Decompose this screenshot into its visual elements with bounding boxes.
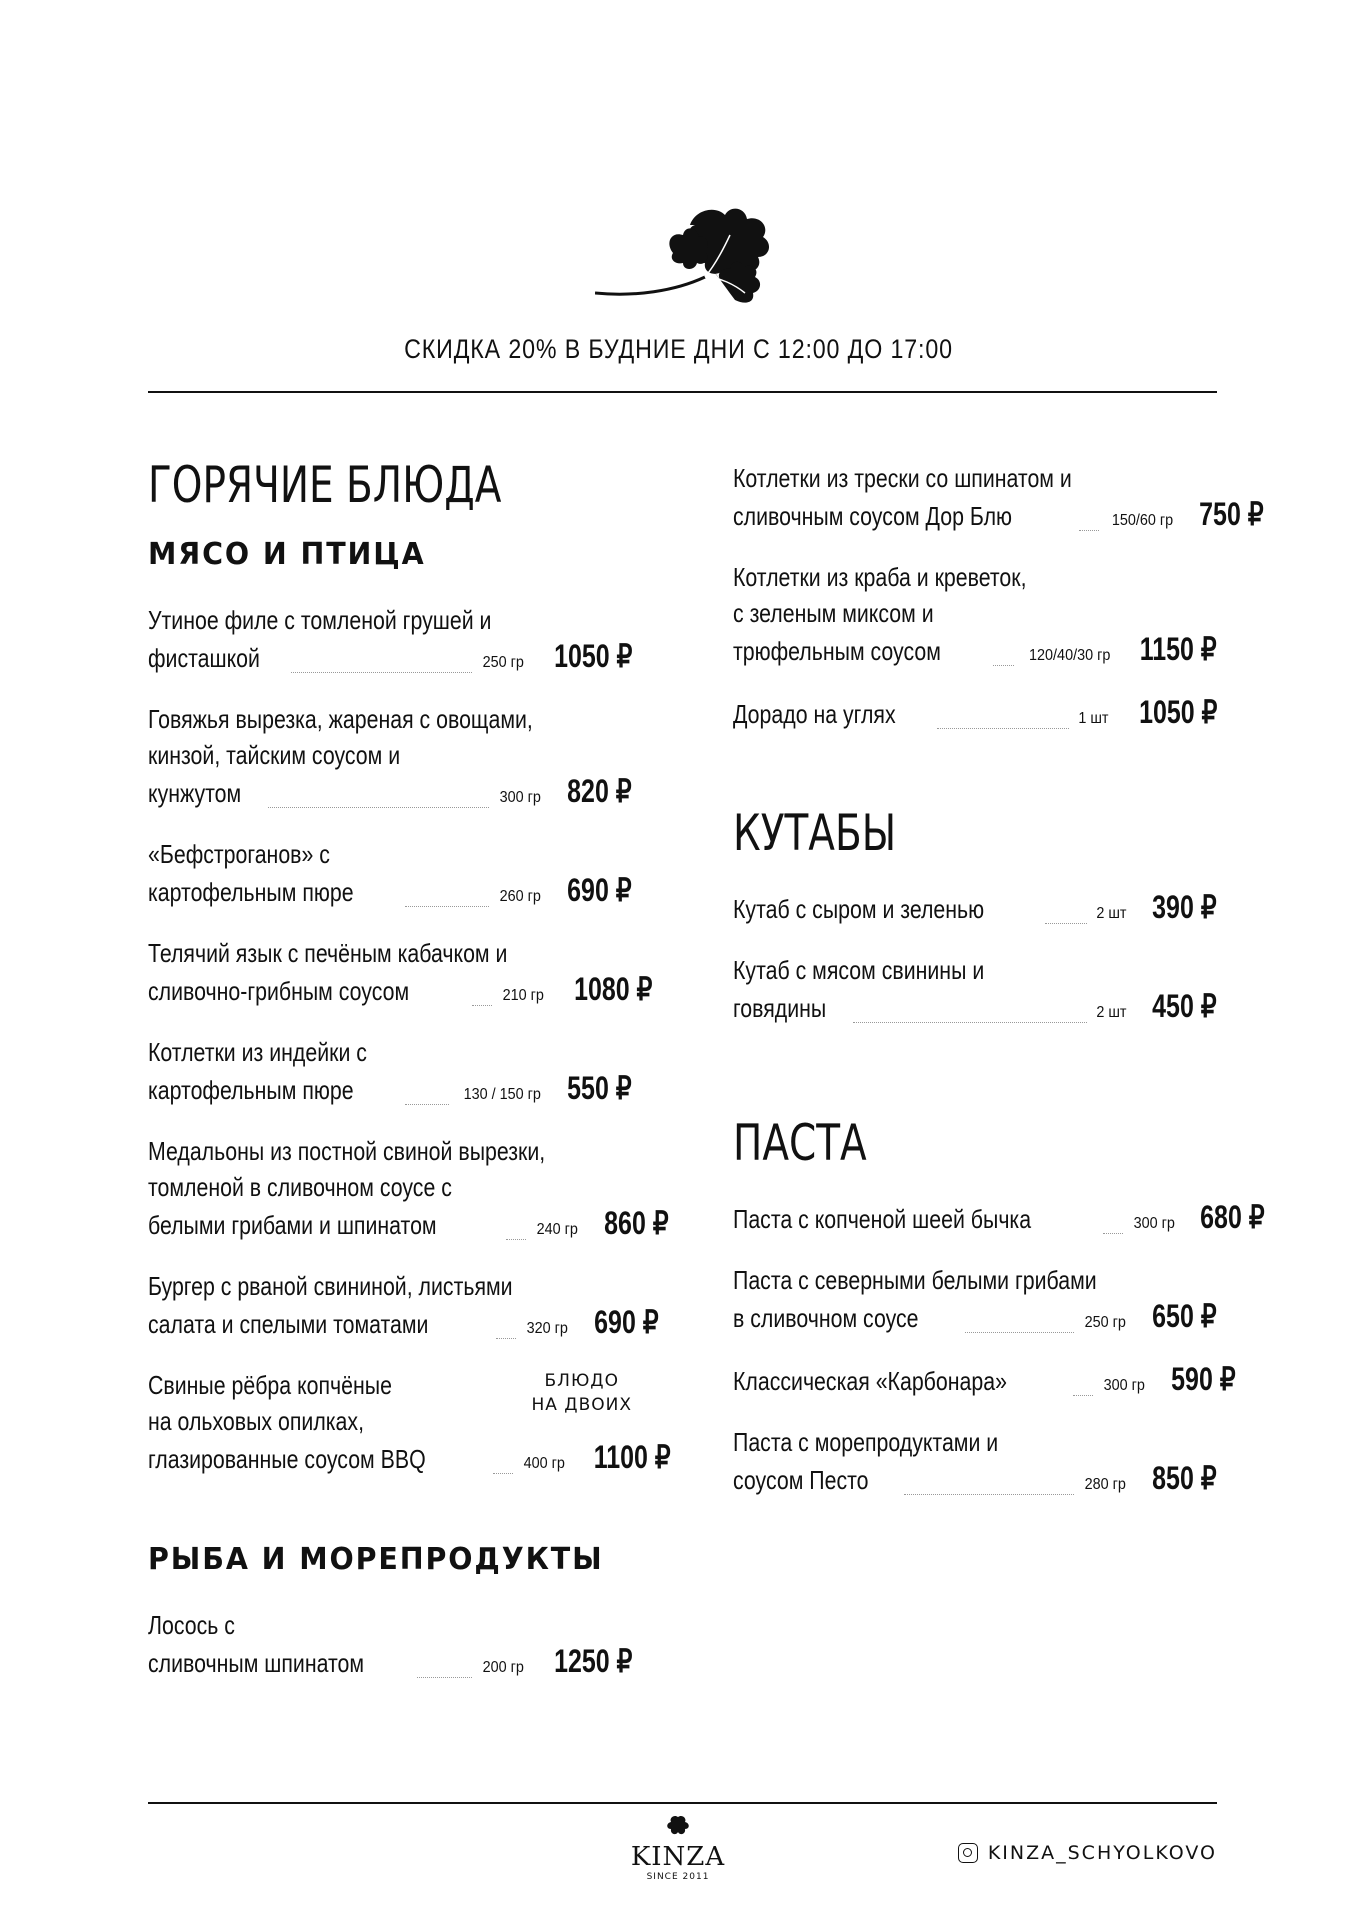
- menu-item-name-last: картофельным пюре: [148, 877, 354, 907]
- menu-item-name-last: Классическая «Карбонара»: [733, 1366, 1007, 1396]
- menu-item-price: 860 ₽: [603, 1205, 669, 1241]
- menu-item-weight: 260 гр: [500, 888, 542, 905]
- menu-item: [148, 1034, 632, 1113]
- menu-item-note: [531, 1369, 632, 1417]
- menu-item-name-line: Котлетки из краба и креветок,: [733, 562, 1027, 592]
- pasta-list: [733, 1199, 1266, 1503]
- menu-item-name-line: Свиные рёбра копчёные: [148, 1370, 392, 1400]
- menu-item-price: 850 ₽: [1152, 1460, 1217, 1496]
- footer-logo: [628, 1815, 728, 1882]
- menu-item-name-last: сливочным соусом Дор Блю: [733, 501, 1013, 531]
- dot-leader: [853, 1021, 1087, 1023]
- menu-item-name-line: с зеленым миксом и: [733, 598, 934, 628]
- menu-item-weight: 120/40/30 гр: [1029, 647, 1111, 664]
- menu-item-name-last: говядины: [733, 993, 827, 1023]
- dot-leader: [496, 1337, 516, 1339]
- menu-item-name-last: сливочно-грибным соусом: [148, 976, 410, 1006]
- dot-leader: [472, 1004, 492, 1006]
- menu-item-name-line: кинзой, тайским соусом и: [148, 740, 401, 770]
- menu-item-name-line: Лосось с: [148, 1610, 235, 1640]
- subsection-title-meat: МЯСО И ПТИЦА: [148, 537, 426, 572]
- menu-item-name-last: картофельным пюре: [148, 1075, 354, 1105]
- menu-item-name-last: кунжутом: [148, 778, 242, 808]
- menu-item-price: 590 ₽: [1171, 1361, 1236, 1397]
- right-column: [733, 460, 1266, 1503]
- menu-item-name-last: салата и спелыми томатами: [148, 1309, 429, 1339]
- menu-item-weight: 1 шт: [1078, 710, 1109, 727]
- menu-item-weight: 300 гр: [500, 789, 542, 806]
- menu-item: [148, 1268, 659, 1347]
- dot-leader: [405, 1103, 450, 1105]
- section-title-pasta: ПАСТА: [733, 1114, 867, 1172]
- bottom-divider: [148, 1802, 1217, 1804]
- menu-item-name-line: Телячий язык с печёным кабачком и: [148, 938, 508, 968]
- menu-item-weight: 280 гр: [1085, 1476, 1127, 1493]
- dot-leader: [904, 1493, 1074, 1495]
- menu-item-note-line: БЛЮДО: [544, 1371, 619, 1391]
- dot-leader: [506, 1238, 526, 1240]
- menu-item-name-last: Кутаб с сыром и зеленью: [733, 894, 985, 924]
- menu-item-name-last: белыми грибами и шпинатом: [148, 1210, 437, 1240]
- footer-brand: KINZA: [630, 1842, 726, 1872]
- menu-item-name-line: Медальоны из постной свиной вырезки,: [148, 1136, 546, 1166]
- dot-leader: [1103, 1232, 1123, 1234]
- menu-item-price: 680 ₽: [1200, 1199, 1266, 1235]
- menu-item: [148, 1607, 632, 1686]
- menu-item-name-line: Котлетки из индейки с: [148, 1037, 367, 1067]
- menu-item-name-last: трюфельным соусом: [733, 636, 941, 666]
- menu-item-name-line: Утиное филе с томленой грушей и: [148, 605, 492, 635]
- menu-item-name-line: на ольховых опилках,: [148, 1406, 364, 1436]
- menu-item-price: 450 ₽: [1152, 988, 1217, 1024]
- menu-item-weight: 2 шт: [1096, 905, 1127, 922]
- menu-item: [148, 1133, 669, 1248]
- menu-item-name-line: Говяжья вырезка, жареная с овощами,: [148, 704, 533, 734]
- menu-item-price: 690 ₽: [567, 872, 632, 908]
- menu-item-price: 1050 ₽: [1138, 694, 1217, 730]
- menu-item-weight: 250 гр: [1085, 1314, 1127, 1331]
- kutaby-list: [733, 889, 1217, 1031]
- top-divider: [148, 391, 1217, 393]
- menu-item-weight: 150/60 гр: [1112, 512, 1174, 529]
- menu-item-weight: 240 гр: [536, 1221, 578, 1238]
- dot-leader: [993, 664, 1014, 666]
- dot-leader: [291, 671, 472, 673]
- fish-list: [148, 1607, 632, 1686]
- dot-leader: [965, 1331, 1074, 1333]
- menu-item: [733, 1262, 1217, 1341]
- dot-leader: [1079, 529, 1099, 531]
- menu-item-name-line: Кутаб с мясом свинины и: [733, 955, 985, 985]
- menu-item: [733, 460, 1265, 539]
- menu-item: [733, 1361, 1236, 1404]
- meat-list: [148, 602, 672, 1482]
- menu-item-price: 820 ₽: [567, 773, 632, 809]
- menu-item-weight: 130 / 150 гр: [464, 1086, 542, 1103]
- dot-leader: [405, 905, 490, 907]
- menu-item: [148, 701, 632, 816]
- menu-item: [148, 1367, 672, 1482]
- menu-item-weight: 250 гр: [482, 654, 524, 671]
- menu-item-weight: 400 гр: [523, 1455, 565, 1472]
- menu-item: [148, 836, 632, 915]
- menu-item-price: 390 ₽: [1152, 889, 1217, 925]
- cilantro-leaf-icon: [595, 205, 775, 310]
- menu-item-price: 1080 ₽: [574, 971, 653, 1007]
- instagram-icon: [958, 1843, 978, 1863]
- menu-item-price: 1150 ₽: [1140, 631, 1217, 667]
- menu-item-name-last: Паста с копченой шеей бычка: [733, 1204, 1032, 1234]
- menu-item-name-last: сливочным шпинатом: [148, 1648, 365, 1678]
- menu-item-name-last: соусом Песто: [733, 1465, 869, 1495]
- menu-item-weight: 210 гр: [503, 987, 545, 1004]
- menu-item: [733, 952, 1217, 1031]
- dot-leader: [1073, 1394, 1093, 1396]
- menu-item: [733, 889, 1217, 932]
- menu-item-price: 1100 ₽: [594, 1439, 672, 1475]
- menu-item-weight: 300 гр: [1133, 1215, 1175, 1232]
- menu-item-name-last: в сливочном соусе: [733, 1303, 919, 1333]
- menu-item-name-line: Котлетки из трески со шпинатом и: [733, 463, 1072, 493]
- section-title-hot: ГОРЯЧИЕ БЛЮДА: [148, 456, 502, 514]
- section-title-kutaby: КУТАБЫ: [733, 804, 897, 862]
- left-column: [148, 455, 672, 1686]
- menu-item-name-last: глазированные соусом BBQ: [148, 1444, 426, 1474]
- dot-leader: [417, 1676, 471, 1678]
- dot-leader: [268, 806, 490, 808]
- dot-leader: [937, 727, 1069, 729]
- promo-banner: СКИДКА 20% В БУДНИЕ ДНИ С 12:00 ДО 17:00: [404, 334, 953, 364]
- menu-item-name-last: фисташкой: [148, 643, 260, 673]
- menu-item-price: 750 ₽: [1199, 496, 1265, 532]
- menu-item-name-line: томленой в сливочном соусе с: [148, 1172, 452, 1202]
- instagram-handle[interactable]: [958, 1842, 1217, 1864]
- menu-item-price: 690 ₽: [594, 1304, 659, 1340]
- dot-leader: [1045, 922, 1087, 924]
- small-leaf-icon: [665, 1815, 691, 1837]
- menu-item-weight: 200 гр: [482, 1659, 524, 1676]
- menu-item-weight: 2 шт: [1096, 1004, 1127, 1021]
- menu-item-note-line: НА ДВОИХ: [531, 1395, 632, 1415]
- menu-item: [733, 1424, 1217, 1503]
- menu-item-weight: 300 гр: [1103, 1377, 1145, 1394]
- menu-item-price: 1250 ₽: [553, 1643, 632, 1679]
- menu-item-price: 1050 ₽: [553, 638, 632, 674]
- menu-item-name-line: Бургер с рваной свининой, листьями: [148, 1271, 513, 1301]
- menu-item-name-last: Дорадо на углях: [733, 699, 896, 729]
- menu-item-weight: 320 гр: [526, 1320, 568, 1337]
- menu-item-name-line: «Бефстроганов» с: [148, 839, 330, 869]
- menu-item: [733, 559, 1217, 674]
- menu-item: [148, 602, 632, 681]
- instagram-handle-text: KINZA_SCHYOLKOVO: [987, 1842, 1217, 1864]
- menu-item-name-line: Паста с морепродуктами и: [733, 1427, 999, 1457]
- menu-item: [733, 694, 1217, 737]
- footer-since: SINCE 2011: [646, 1872, 710, 1882]
- menu-item-price: 550 ₽: [567, 1070, 632, 1106]
- menu-item: [148, 935, 653, 1014]
- menu-item-price: 650 ₽: [1152, 1298, 1217, 1334]
- fish-list-continued: [733, 460, 1265, 737]
- subsection-title-fish: РЫБА И МОРЕПРОДУКТЫ: [148, 1542, 604, 1577]
- menu-item-name-line: Паста с северными белыми грибами: [733, 1265, 1097, 1295]
- menu-item: [733, 1199, 1266, 1242]
- dot-leader: [493, 1472, 513, 1474]
